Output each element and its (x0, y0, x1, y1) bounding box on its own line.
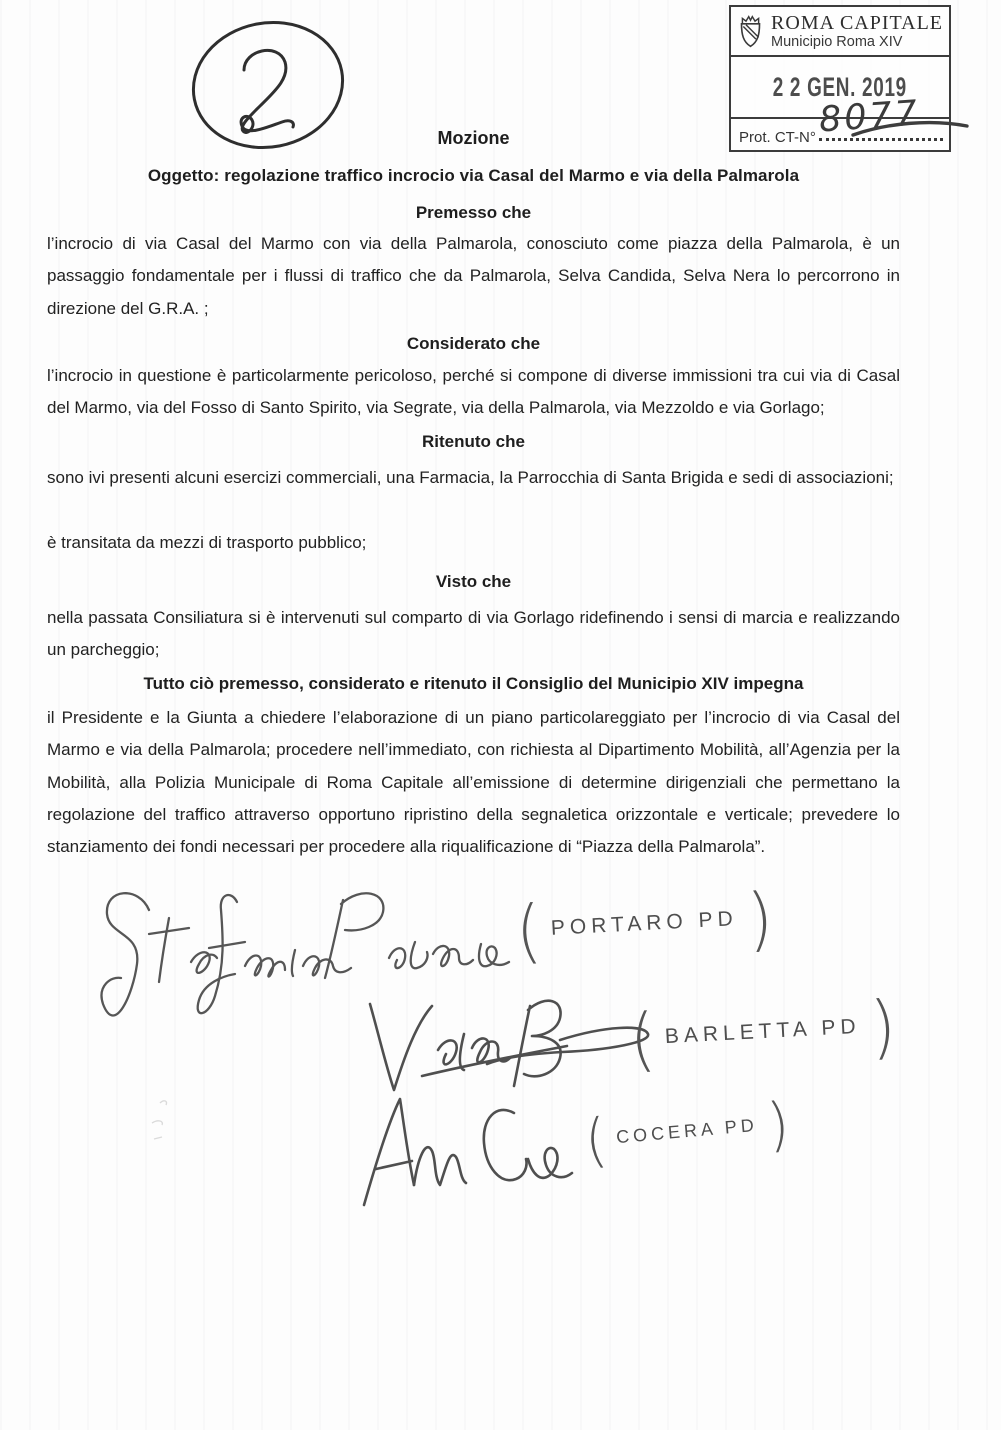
stamp-municipio: Municipio Roma XIV (771, 34, 903, 50)
closing-paragraph: il Presidente e la Giunta a chiedere l’elaborazione di un piano particolareggiato per l’incrocio di via Casal del Marmo e via della Palmarola; procedere nell’immediato, con richiesta al Dipartimento Mobilità, all’Agenzia per la Mobilità, alla Polizia Municipale di Roma Capitale all’emissione di determine dirigenziali che permettano la regolazione del traffico attraverso opportuno ripristino della segnaletica orizzontale e verticale; prevedere lo stanziamento dei fondi necessari per procedere alla riqualificazione di “Piazza della Palmarola”. (47, 708, 900, 857)
signature-label-text: BARLETTA PD (664, 1014, 862, 1049)
paragraph-premesso: l’incrocio di via Casal del Marmo con via della Palmarola, conosciuto come piazza della Palmarola, è un passaggio fondamentale per i flussi di traffico che da Palmarola, Selva Candida, Selva Nera lo percorrono in direzione del G.R.A. ; (47, 234, 900, 318)
handwritten-paren-open: ( (582, 1105, 610, 1176)
paragraph-ritenuto-1: sono ivi presenti alcuni esercizi commerciali, una Farmacia, la Parrocchia di Santa Brigida e sedi di associazioni; (47, 468, 894, 487)
section-heading-visto: Visto che (435, 572, 512, 591)
doc-subject: Oggetto: regolazione traffico incrocio via Casal del Marmo e via della Palmarola (147, 166, 800, 185)
paragraph-ritenuto-2: è transitata da mezzi di trasporto pubblico; (47, 533, 367, 552)
stamp-org-name: ROMA CAPITALE (771, 12, 943, 34)
closing-heading: Tutto ciò premesso, considerato e ritenuto il Consiglio del Municipio XIV impegna (143, 674, 804, 693)
signature-label-portaro (514, 879, 775, 973)
section-heading-considerato: Considerato che (406, 334, 541, 353)
stamp-date: 2 2 GEN. 2019 (772, 71, 908, 102)
paragraph-visto: nella passata Consiliatura si è intervenuti sul comparto di via Gorlago ridefinendo i sensi di marcia e realizzando un parcheggio; (47, 608, 900, 660)
handwritten-paren-open: ( (628, 999, 658, 1081)
signature-script-cocera (350, 1085, 590, 1225)
handwritten-paren-close: ) (745, 879, 775, 961)
handwritten-paren-close: ) (868, 987, 898, 1069)
stamp-prot-label: Prot. CT-N° (739, 129, 816, 146)
signature-label-text: PORTARO PD (550, 907, 739, 940)
scan-smudge (140, 1095, 180, 1155)
stamp-prot-number-handwritten: 8077 (817, 93, 922, 141)
paragraph-considerato: l’incrocio in questione è particolarmente pericoloso, perché si compone di diverse immissioni tra cui via di Casal del Marmo, via del Fosso di Santo Spirito, via Segrate, via della Palmarola, via Mezzoldo e via Gorlago; (47, 366, 900, 418)
section-heading-premesso: Premesso che (415, 203, 532, 222)
roma-capitale-shield-icon (737, 13, 764, 50)
stamp-header-row (731, 7, 949, 57)
handwritten-paren-close: ) (764, 1089, 792, 1160)
handwritten-paren-open: ( (514, 891, 544, 973)
signature-label-barletta (628, 987, 898, 1081)
section-heading-ritenuto: Ritenuto che (422, 432, 525, 451)
doc-title: Mozione (437, 128, 510, 148)
signature-label-text: COCERA PD (615, 1114, 759, 1147)
